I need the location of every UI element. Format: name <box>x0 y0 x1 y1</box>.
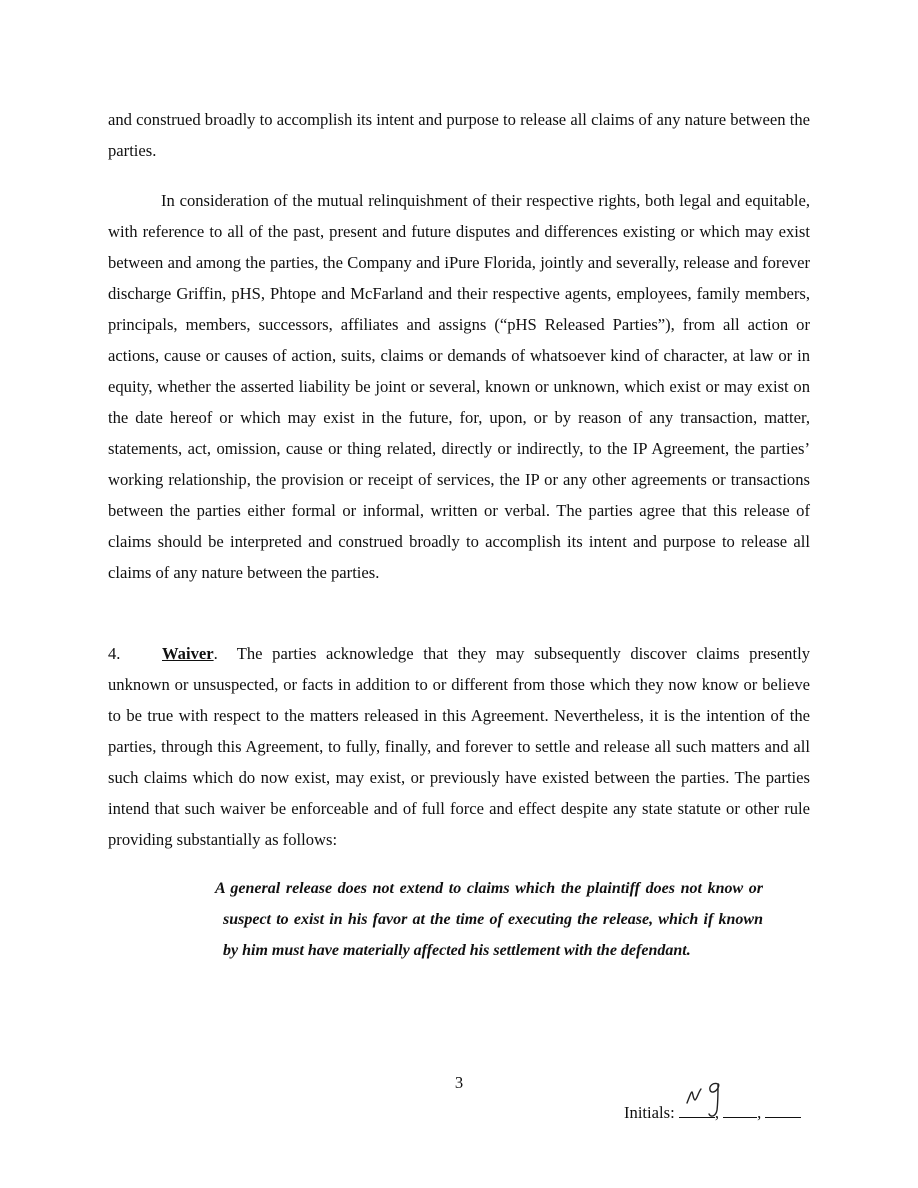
quote-first-line: A general release does not extend to claims which the plaintiff does not <box>215 880 702 897</box>
initials-blank-3 <box>765 1101 801 1118</box>
paragraph-continuation: and construed broadly to accomplish its intent and purpose to release all claims of any nature between the parties. <box>108 110 810 160</box>
initials-separator-1: , <box>714 1103 720 1122</box>
section-body: The parties acknowledge that they may subsequently discover claims presently unknown or unsuspected, or facts in addition to or different from those which they now know or believe to be true with respect to the matters released in this Agreement. Nevertheless, it is the intention of the parties, through this Agreement, to fully, finally, and forever to settle and release all such matters and all such claims which do now exist, may exist, or previously have existed between the parties. The parties intend that such waiver be enforceable and of full force and effect despite any state statute or other rule providing substantially as follows: <box>108 644 810 849</box>
handwritten-initials-signature <box>680 1078 736 1124</box>
initials-separator-2: , <box>757 1103 762 1122</box>
page-number: 3 <box>454 1073 464 1092</box>
section-number: 4. <box>108 644 121 663</box>
section-4-waiver <box>108 638 810 855</box>
initials-label: Initials: <box>624 1103 675 1122</box>
quote-rest: know or suspect to exist in his favor at the time of executing the release, which if known by him must have materially affected his settlement with the defendant. <box>223 880 763 959</box>
section-title: Waiver <box>162 644 214 663</box>
section-title-punct: . <box>213 644 218 663</box>
paragraph-release-of-phs: In consideration of the mutual relinquishment of their respective rights, both legal and equitable, with reference to all of the past, present and future disputes and differences existing or which may exist between and among the parties, the Company and iPure Florida, jointly and severally, release and forever discharge Griffin, pHS, Phtope and McFarland and their respective agents, employees, family members, principals, members, successors, affiliates and assigns (“pHS Released Parties”), from all action or actions, cause or causes of action, suits, claims or demands of whatsoever kind of character, at law or in equity, whether the asserted liability be joint or several, known or unknown, which exist or may exist on the date hereof or which may exist in the future, for, upon, or by reason of any transaction, matter, statements, act, omission, cause or thing related, directly or indirectly, to the IP Agreement, the parties’ working relationship, the provision or receipt of services, the IP or any other agreements or transactions between the parties either formal or informal, written or verbal. The parties agree that this release of claims should be interpreted and construed broadly to accomplish its intent and purpose to release all claims of any nature between the parties. <box>108 191 810 582</box>
statute-quote <box>216 873 763 966</box>
